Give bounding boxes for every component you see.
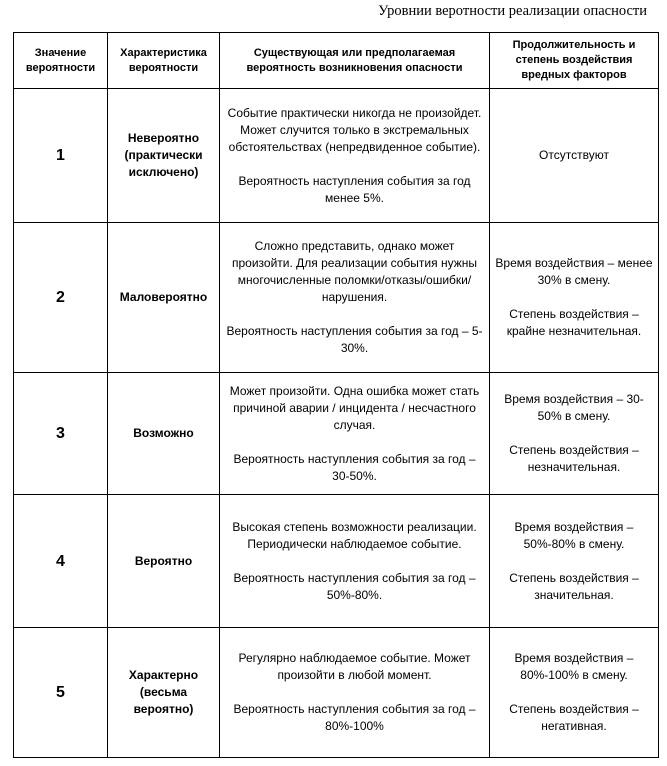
row-exposure-cell: [490, 373, 659, 495]
header-characteristic: Характеристика вероятности: [108, 33, 220, 89]
row-description-cell: [220, 628, 490, 758]
row-characteristic: Возможно: [108, 373, 220, 495]
row-exposure-degree: Степень воздействия – крайне незначительная.: [506, 307, 642, 338]
row-characteristic: Невероятно (практически исключено): [108, 89, 220, 223]
row-exposure-cell: [490, 495, 659, 628]
row-exposure-cell: [490, 223, 659, 373]
row-characteristic: Характерно (весьма вероятно): [108, 628, 220, 758]
row-value: 1: [14, 89, 108, 223]
table-row: [14, 223, 659, 373]
table-row: [14, 89, 659, 223]
row-description-cell: [220, 373, 490, 495]
row-characteristic: Вероятно: [108, 495, 220, 628]
row-description: Может произойти. Одна ошибка может стать причиной аварии / инцидента / несчастного случая.: [229, 383, 480, 432]
row-description-cell: [220, 495, 490, 628]
row-probability: Вероятность наступления события за год – 80%-100%: [233, 702, 476, 733]
row-description: Событие практически никогда не произойдет. Может случится только в экстремальных обстоятельствах (непредвиденное событие).: [227, 105, 482, 154]
row-exposure-degree: Степень воздействия – незначительная.: [509, 443, 639, 474]
document-title: Уровнии веротности реализации опасности: [378, 3, 647, 19]
row-value: 2: [14, 223, 108, 373]
table-row: [14, 628, 659, 758]
row-value: 3: [14, 373, 108, 495]
row-characteristic: Маловероятно: [108, 223, 220, 373]
row-exposure-time: Отсутствуют: [539, 148, 609, 162]
row-exposure-time: Время воздействия – 30-50% в смену.: [504, 392, 644, 423]
row-description: Регулярно наблюдаемое событие. Может произойти в любой момент.: [238, 651, 471, 682]
probability-levels-table: [13, 32, 659, 758]
row-exposure-time: Время воздействия – 50%-80% в смену.: [514, 519, 634, 551]
row-probability: Вероятность наступления события за год менее 5%.: [238, 173, 471, 205]
row-probability: Вероятность наступления события за год – 5-30%.: [226, 324, 483, 355]
row-exposure-time: Время воздействия – менее 30% в смену.: [495, 256, 653, 287]
row-probability: Вероятность наступления события за год – 30-50%.: [233, 451, 476, 483]
row-exposure-time: Время воздействия – 80%-100% в смену.: [514, 651, 634, 682]
row-value: 4: [14, 495, 108, 628]
row-exposure-cell: [490, 628, 659, 758]
row-probability: Вероятность наступления события за год – 50%-80%.: [233, 570, 476, 602]
row-exposure-degree: Степень воздействия – негативная.: [509, 702, 639, 733]
row-description: Высокая степень возможности реализации. Периодически наблюдаемое событие.: [232, 519, 477, 551]
table-row: [14, 373, 659, 495]
table-header-row: [14, 33, 659, 89]
row-value: 5: [14, 628, 108, 758]
row-exposure-degree: Степень воздействия – значительная.: [509, 570, 639, 602]
row-description: Сложно представить, однако может произойти. Для реализации события нужны многочисленные поломки/отказы/ошибки/нарушения.: [231, 239, 477, 304]
table-row: [14, 495, 659, 628]
row-description-cell: [220, 89, 490, 223]
header-value: Значение вероятности: [14, 33, 108, 89]
header-existing-probability: Существующая или предполагаемая вероятность возникновения опасности: [220, 33, 490, 89]
header-duration-degree: Продолжительность и степень воздействия вредных факторов: [490, 33, 659, 89]
row-description-cell: [220, 223, 490, 373]
row-exposure-cell: [490, 89, 659, 223]
